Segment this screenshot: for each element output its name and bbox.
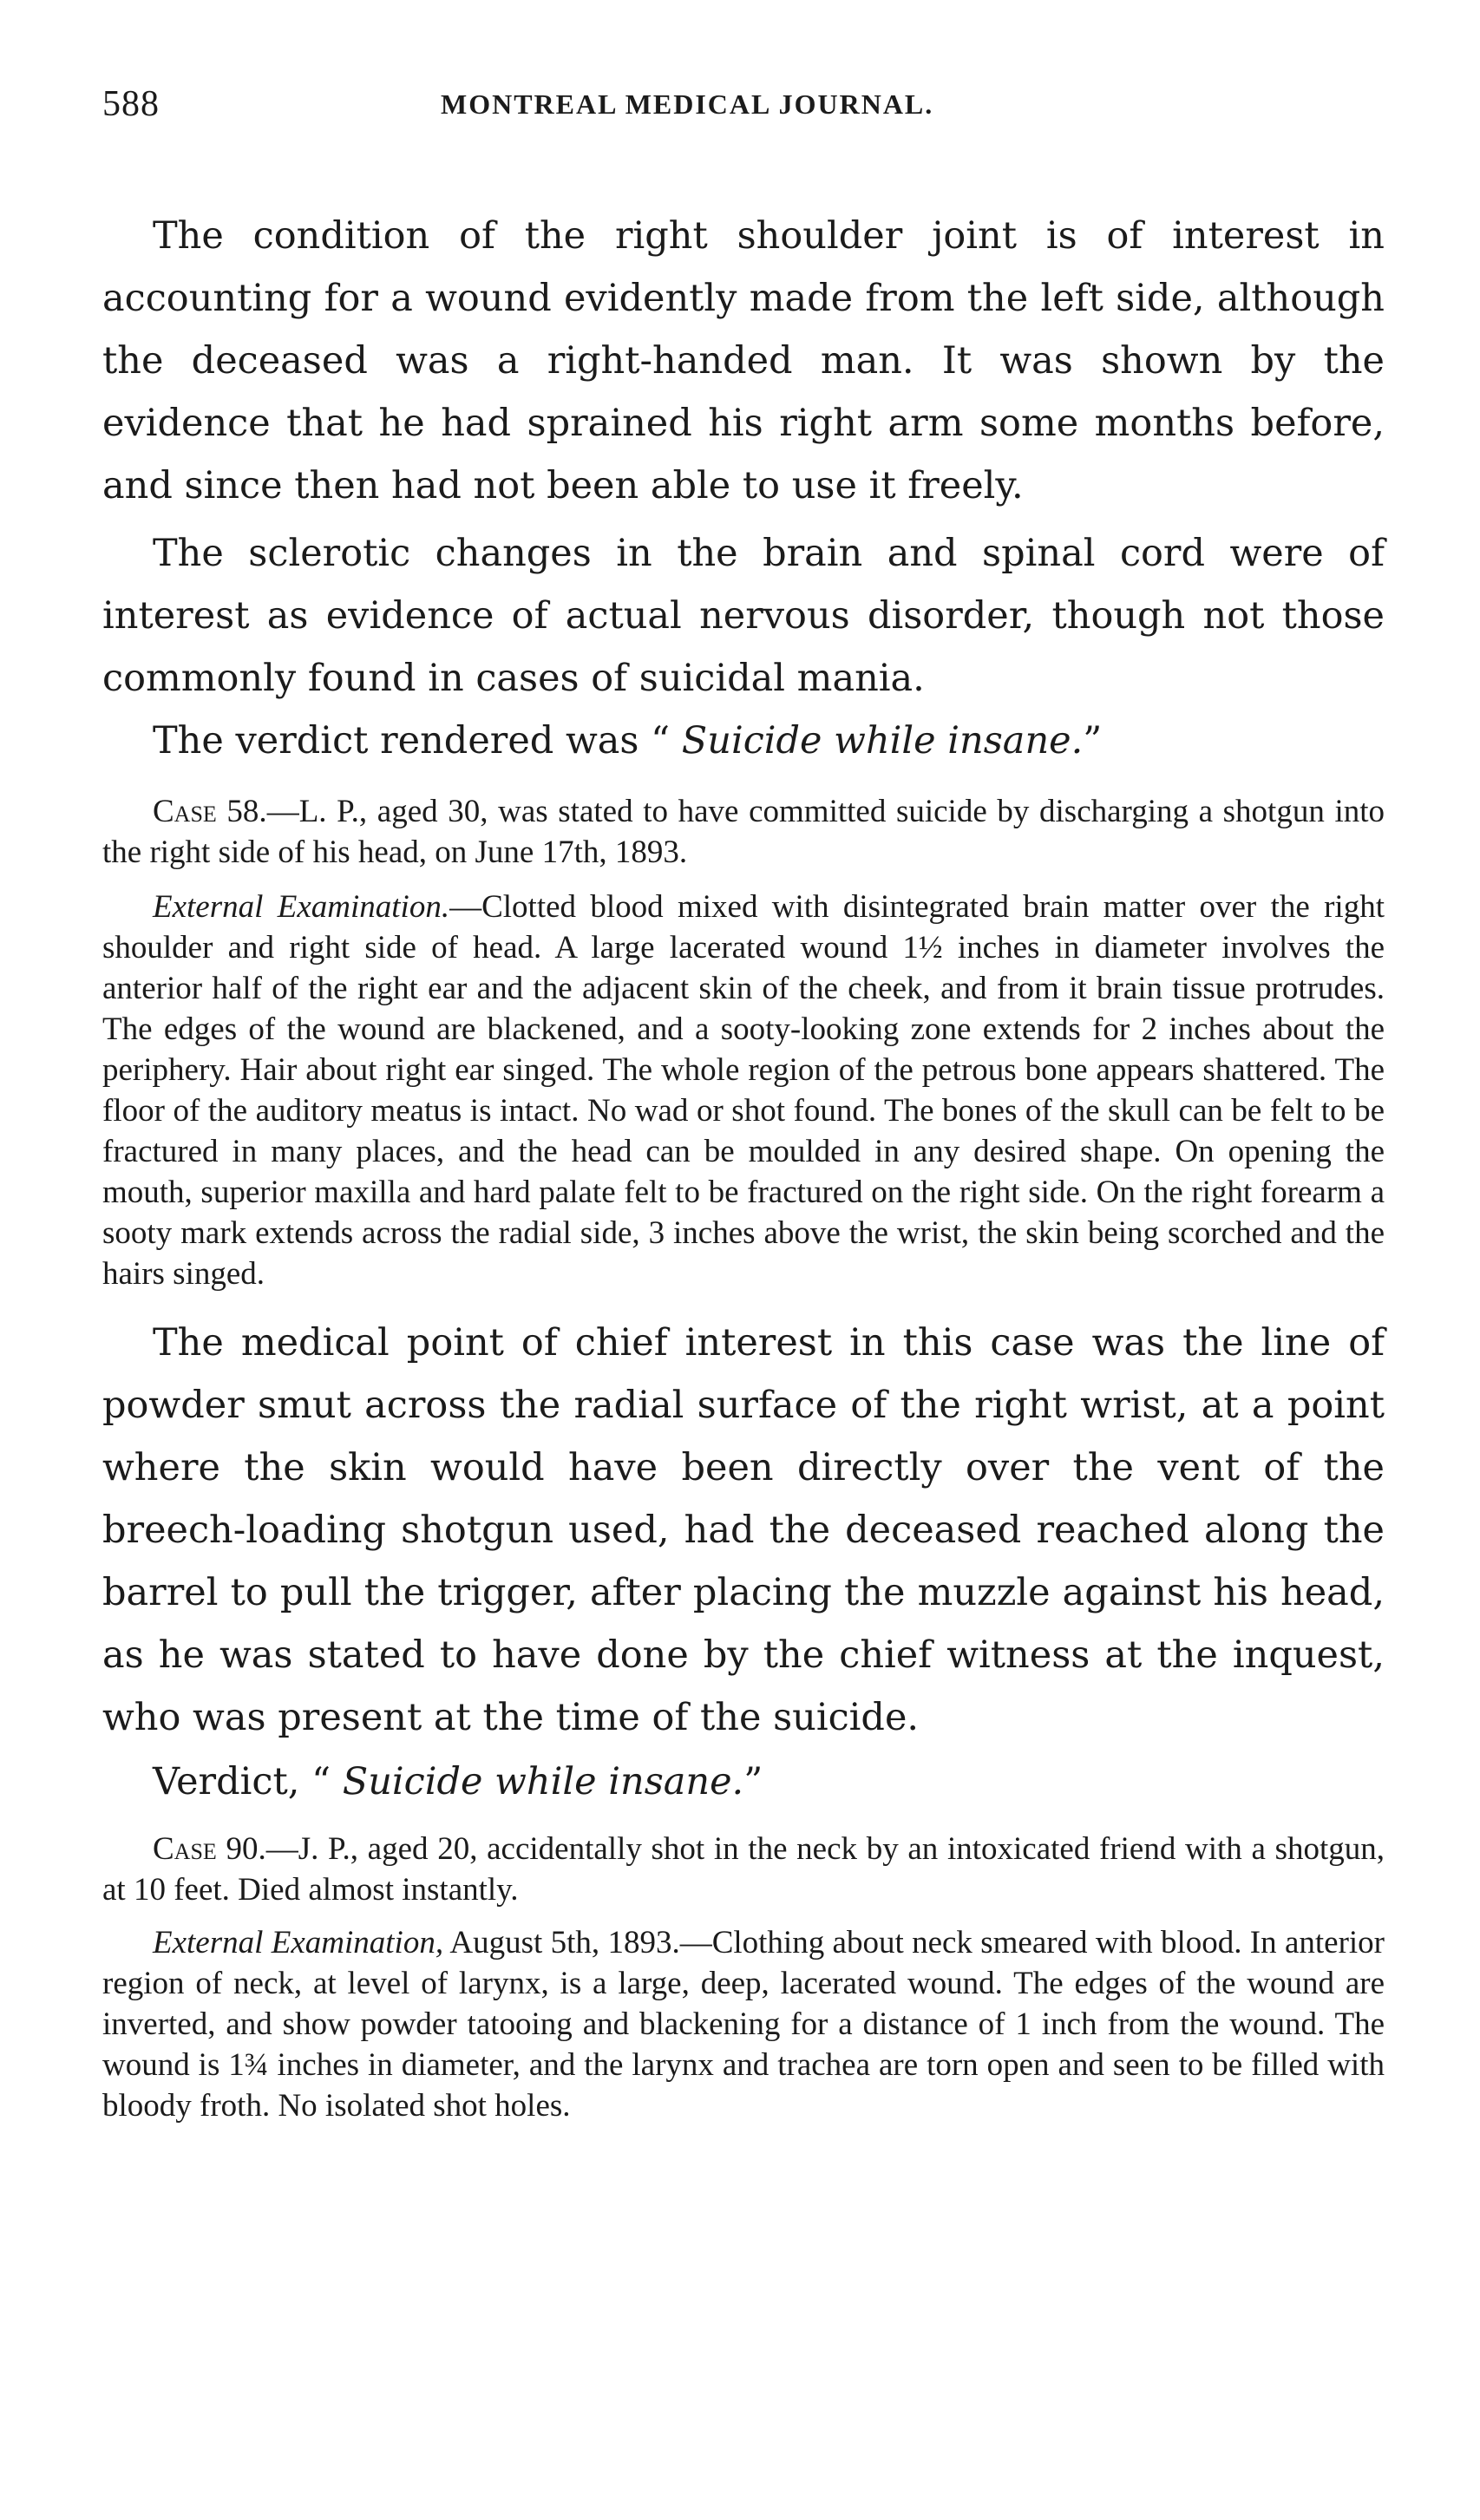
case-90-exam-label: External Examination, <box>153 1925 444 1960</box>
verdict-suffix: ” <box>743 1760 763 1803</box>
case-90-examination <box>102 1922 1385 2126</box>
verdict-prefix: Verdict, “ <box>153 1760 343 1803</box>
paragraph-verdict-2 <box>102 1751 1385 1813</box>
case-58-summary <box>102 791 1385 873</box>
verdict-suffix: ” <box>1083 719 1103 763</box>
journal-title: MONTREAL MEDICAL JOURNAL. <box>441 88 934 120</box>
journal-page <box>102 83 1385 2126</box>
verdict-text: Suicide while insane. <box>342 1760 744 1803</box>
case-90-summary <box>102 1829 1385 1910</box>
verdict-prefix: The verdict rendered was “ <box>153 719 682 763</box>
case-90-text: —J. P., aged 20, accidentally shot in the neck by an intoxicated friend with a shotgun, at 10 feet. Died almost instantly. <box>102 1831 1385 1908</box>
case-58-exam-label: External Examination. <box>153 889 450 925</box>
verdict-text: Suicide while insane. <box>681 719 1084 763</box>
paragraph-verdict-1 <box>102 710 1385 772</box>
paragraph-powder-smut: The medical point of chief interest in this case was the line of powder smut across the radial surface of the right wrist, at a point where the skin would have been directly over the vent of the breech-loading shotgun used, had the deceased reached along the barrel to pull the trigger, after placing the muzzle against his head, as he was stated to have done by the chief witness at the inquest, who was present at the time of the suicide. <box>102 1321 1385 1739</box>
case-90-label: Case 90. <box>153 1831 266 1867</box>
paragraph-sclerotic-changes: The sclerotic changes in the brain and spinal cord were of interest as evidence of actual nervous disorder, though not those commonly found in cases of suicidal mania. <box>102 532 1385 700</box>
paragraph-shoulder-joint: The condition of the right shoulder joint is of interest in accounting for a wound evidently made from the left side, although the deceased was a right-handed man. It was shown by the evidence that he had sprained his right arm some months before, and since then had not been able to use it freely. <box>102 214 1385 507</box>
case-58-text: —L. P., aged 30, was stated to have committed suicide by discharging a shotgun into the right side of his head, on June 17th, 1893. <box>102 794 1385 870</box>
page-number: 588 <box>102 84 160 124</box>
case-58-exam-text: —Clotted blood mixed with disintegrated brain matter over the right shoulder and right side of head. A large lacerated wound 1½ inches in diameter involves the anterior half of the right ear and the adjacent skin of the cheek, and from it brain tissue protrudes. The edges of the wound are blackened, and a sooty-looking zone extends for 2 inches about the periphery. Hair about right ear singed. The whole region of the petrous bone appears shattered. The floor of the auditory meatus is intact. No wad or shot found. The bones of the skull can be felt to be fractured in many places, and the head can be moulded in any desired shape. On opening the mouth, superior maxilla and hard palate felt to be fractured on the right side. On the right forearm a sooty mark extends across the radial side, 3 inches above the wrist, the skin being scorched and the hairs singed. <box>102 889 1385 1292</box>
case-58-label: Case 58. <box>153 794 267 829</box>
case-90-exam-text: August 5th, 1893.—Clothing about neck smeared with blood. In anterior region of neck, at level of larynx, is a large, deep, lacerated wound. The edges of the wound are inverted, and show powder tatooing and blackening for a distance of 1 inch from the wound. The wound is 1¾ inches in diameter, and the larynx and trachea are torn open and seen to be filled with bloody froth. No isolated shot holes. <box>102 1925 1385 2124</box>
running-head <box>102 83 1385 135</box>
case-58-examination <box>102 887 1385 1294</box>
